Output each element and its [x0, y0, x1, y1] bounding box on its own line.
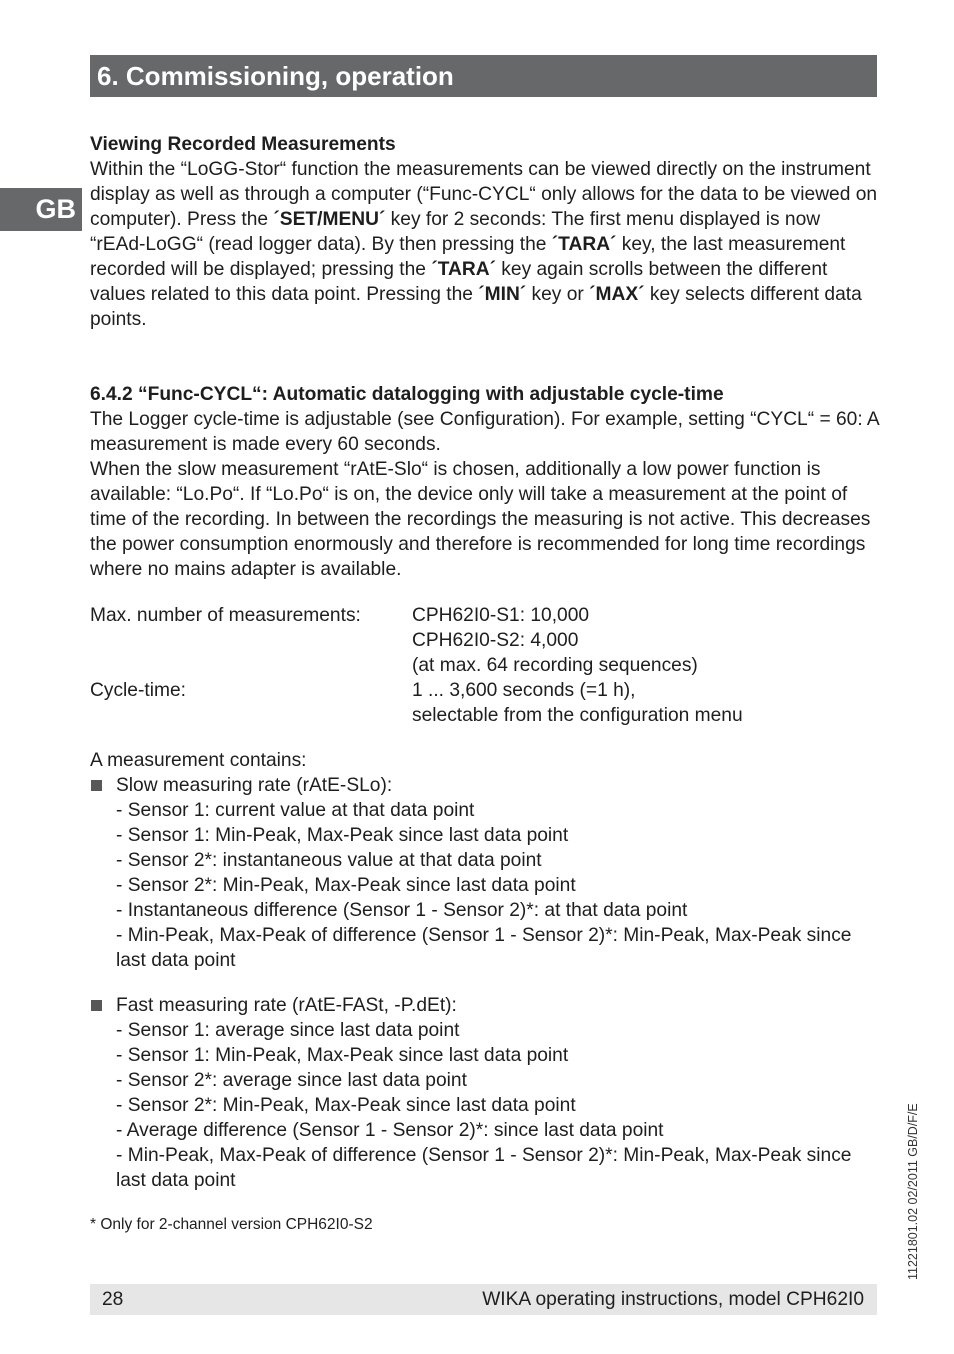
- spec-label: Max. number of measurements:: [90, 605, 361, 626]
- list-item: - Sensor 1: Min-Peak, Max-Peak since last data point: [116, 825, 569, 846]
- bullet-slow-rate: [90, 773, 880, 973]
- bullet-fast-rate: [90, 993, 880, 1193]
- spec-value-line: CPH62I0-S2: 4,000: [412, 630, 579, 651]
- key-min: ´MIN´: [478, 284, 527, 305]
- contains-intro: A measurement contains:: [90, 750, 307, 771]
- key-tara: ´TARA´: [431, 259, 496, 280]
- list-item: - Sensor 2*: Min-Peak, Max-Peak since last data point: [116, 1095, 576, 1116]
- key-tara: ´TARA´: [551, 234, 617, 255]
- list-item: - Sensor 2*: instantaneous value at that data point: [116, 850, 542, 871]
- spec-value-line: CPH62I0-S1: 10,000: [412, 605, 590, 626]
- low-power-paragraph: When the slow measurement “rAtE-Slo“ is chosen, additionally a low power function is available: “Lo.Po“. If “Lo.Po“ is on, the device only will take a measurement at the point of time of the recording. In between the recordings the measuring is not active. This decreases the power consumption enormously and therefore is recommended for long time recordings where no mains adapter is available.: [90, 459, 871, 580]
- heading-viewing-recorded: Viewing Recorded Measurements: [90, 134, 396, 155]
- bullet-title: Slow measuring rate (rAtE-SLo):: [116, 775, 393, 796]
- text-run: Within the “LoGG-Stor“ function the measurements can be viewed directly on the instrument display as well as through a computer (“Func-CYCL“ only allows for the data to be viewed on computer). Press the: [90, 159, 878, 230]
- footer-text: WIKA operating instructions, model CPH62I0: [482, 1289, 864, 1310]
- list-item: - Sensor 2*: average since last data point: [116, 1070, 467, 1091]
- footnote: * Only for 2-channel version CPH62I0-S2: [90, 1216, 373, 1233]
- text-run: key again scrolls between the different values related to this data point. Pressing the: [90, 259, 828, 305]
- bullet-title: Fast measuring rate (rAtE-FASt, -P.dEt):: [116, 995, 457, 1016]
- text-run: key for 2 seconds: The first menu displayed is now “rEAd-LoGG“ (read logger data). By then pressing the: [90, 209, 821, 255]
- square-bullet-icon: [91, 1000, 102, 1011]
- viewing-paragraph: [90, 157, 880, 332]
- list-item: - Sensor 1: current value at that data point: [116, 800, 475, 821]
- spec-label: Cycle-time:: [90, 680, 186, 701]
- list-item: - Average difference (Sensor 1 - Sensor 2)*: since last data point: [116, 1120, 664, 1141]
- spec-value-line: (at max. 64 recording sequences): [412, 655, 698, 676]
- list-item: - Instantaneous difference (Sensor 1 - Sensor 2)*: at that data point: [116, 900, 688, 921]
- list-item: - Min-Peak, Max-Peak of difference (Sensor 1 - Sensor 2)*: Min-Peak, Max-Peak since last data point: [116, 925, 852, 971]
- heading-func-cycl: 6.4.2 “Func-CYCL“: Automatic datalogging with adjustable cycle-time: [90, 384, 724, 405]
- spec-value: [412, 678, 743, 728]
- spec-row-max: [90, 603, 880, 678]
- section-func-cycl: [90, 382, 880, 582]
- square-bullet-icon: [91, 780, 102, 791]
- text-run: key selects different data points.: [90, 284, 862, 330]
- section-viewing-recorded: [90, 132, 880, 332]
- main-content: [90, 132, 880, 1235]
- section-title: 6. Commissioning, operation: [90, 55, 877, 97]
- spec-table: [90, 603, 880, 728]
- document-code: 11221801.02 02/2011 GB/D/F/E: [906, 1103, 920, 1280]
- cycle-time-paragraph: The Logger cycle-time is adjustable (see Configuration). For example, setting “CYCL“ = 60: A measurement is made every 60 seconds.: [90, 409, 879, 455]
- spec-value-line: selectable from the configuration menu: [412, 705, 743, 726]
- measurement-contents: [90, 748, 880, 1193]
- list-item: - Sensor 1: average since last data point: [116, 1020, 460, 1041]
- list-item: - Sensor 1: Min-Peak, Max-Peak since last data point: [116, 1045, 569, 1066]
- text-run: key or: [526, 284, 590, 305]
- spec-value-line: 1 ... 3,600 seconds (=1 h),: [412, 680, 636, 701]
- language-tab: GB: [0, 188, 82, 231]
- list-item: - Min-Peak, Max-Peak of difference (Sensor 1 - Sensor 2)*: Min-Peak, Max-Peak since last data point: [116, 1145, 852, 1191]
- key-set-menu: ´SET/MENU´: [273, 209, 386, 230]
- spec-value: [412, 603, 698, 678]
- text-run: key, the last measurement recorded will be displayed; pressing the: [90, 234, 846, 280]
- key-max: ´MAX´: [589, 284, 645, 305]
- spec-row-cycle: [90, 678, 880, 728]
- page-number: 28: [102, 1289, 124, 1310]
- page-footer: [90, 1284, 877, 1315]
- list-item: - Sensor 2*: Min-Peak, Max-Peak since last data point: [116, 875, 576, 896]
